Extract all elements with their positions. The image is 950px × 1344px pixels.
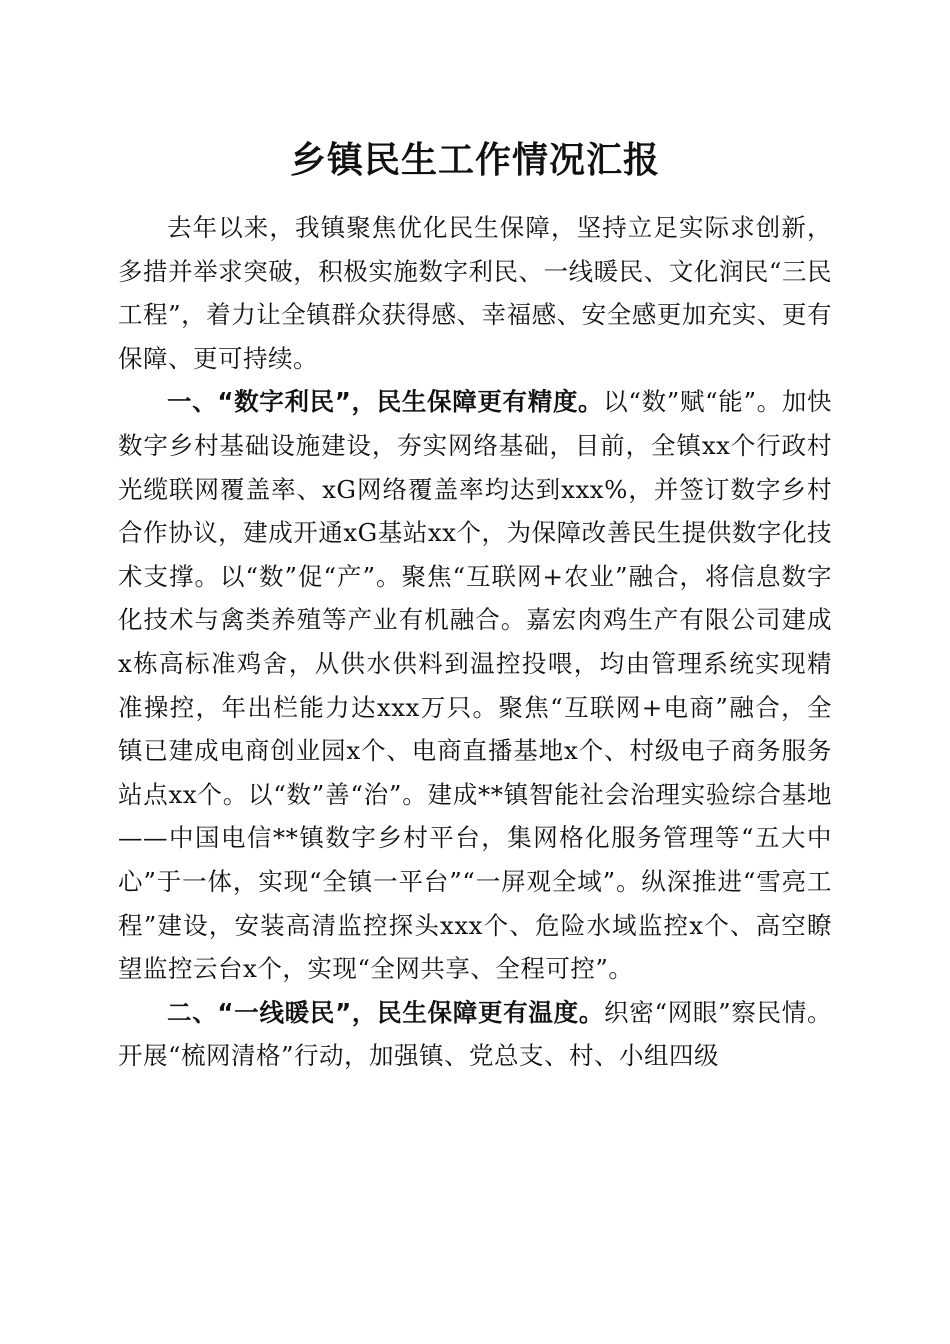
- section-2-paragraph: [118, 991, 832, 1078]
- document-title: 乡镇民生工作情况汇报: [289, 139, 660, 181]
- section-2-body: 织密“网眼”察民情。开展“梳网清格”行动，加强镇、党总支、村、小组四级: [118, 997, 832, 1071]
- section-1-body: 以“数”赋“能”。加快数字乡村基础设施建设，夯实网络基础，目前，全镇xx个行政村光缆联网覆盖率、xG网络覆盖率均达到xxx%，并签订数字乡村合作协议，建成开通xG基站xx个，为保障改善民生提供数字化技术支撑。以“数”促“产”。聚焦“互联网+农业”融合，将信息数字化技术与禽类养殖等产业有机融合。嘉宏肉鸡生产有限公司建成x栋高标准鸡舍，从供水供料到温控投喂，均由管理系统实现精准操控，年出栏能力达xxx万只。聚焦“互联网+电商”融合，全镇已建成电商创业园x个、电商直播基地x个、村级电子商务服务站点xx个。以“数”善“治”。建成**镇智能社会治理实验综合基地——中国电信**镇数字乡村平台，集网格化服务管理等“五大中心”于一体，实现“全镇一平台”“一屏观全域”。纵深推进“雪亮工程”建设，安装高清监控探头xxx个、危险水域监控x个、高空瞭望监控云台x个，实现“全网共享、全程可控”。: [118, 387, 832, 984]
- section-1-paragraph: [118, 380, 832, 990]
- section-1-heading: 一、“数字利民”，民生保障更有精度。: [167, 387, 604, 417]
- intro-paragraph: 去年以来，我镇聚焦优化民生保障，坚持立足实际求创新，多措并举求突破，积极实施数字利民、一线暖民、文化润民“三民工程”，着力让全镇群众获得感、幸福感、安全感更加充实、更有保障、更可持续。: [118, 213, 832, 373]
- section-2-heading: 二、“一线暖民”，民生保障更有温度。: [167, 997, 605, 1027]
- document-body: [118, 206, 832, 1078]
